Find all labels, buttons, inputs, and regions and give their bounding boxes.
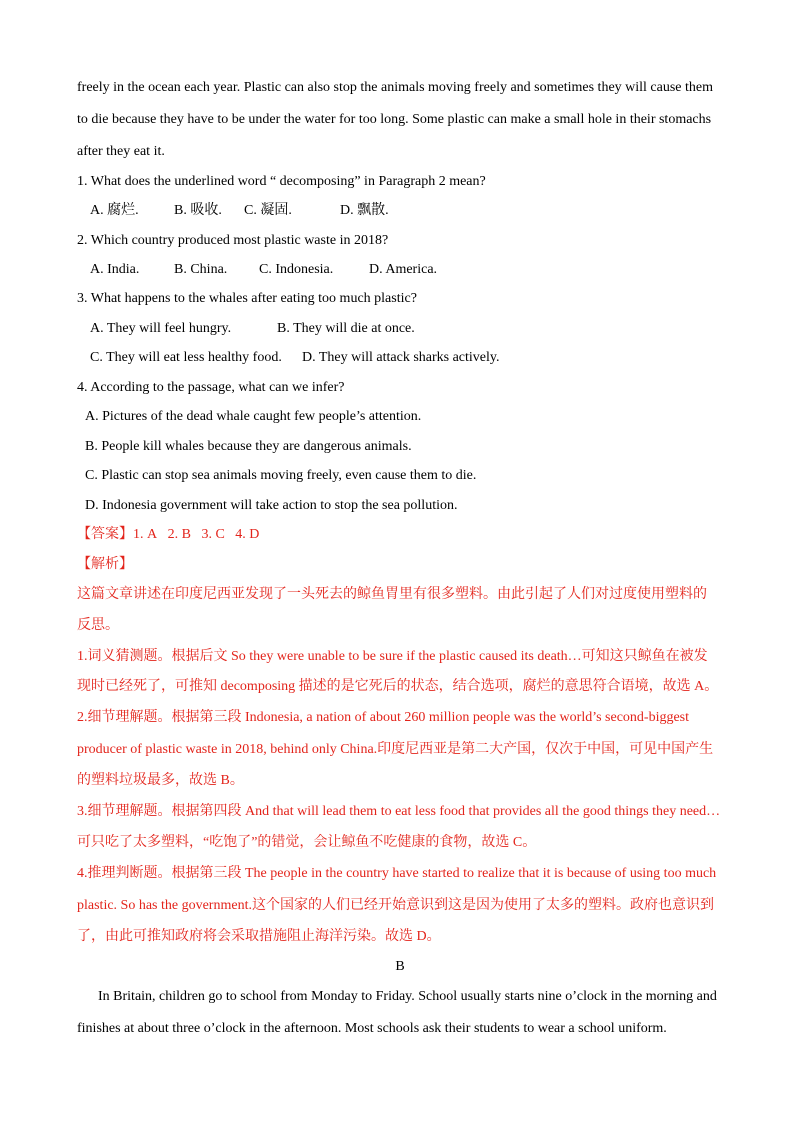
section-b-line: finishes at about three o’clock in the afternoon. Most schools ask their students to wear a school uniform. xyxy=(77,1021,667,1036)
analysis-line: 现时已经死了，可推知 decomposing 描述的是它死后的状态，结合选项，腐烂的意思符合语境，故选 A。 xyxy=(77,679,719,694)
analysis-label: 【解析】 xyxy=(77,557,133,572)
option: D. America. xyxy=(369,262,438,277)
passage-line: after they eat it. xyxy=(77,144,165,159)
question-3-option-d: D. They will attack sharks actively. xyxy=(302,350,500,365)
answer-value: 1. A 2. B 3. C 4. D xyxy=(133,527,260,542)
option: C. 凝固. xyxy=(244,203,292,218)
option: B. 吸收. xyxy=(174,203,222,218)
section-b-line: In Britain, children go to school from Monday to Friday. School usually starts nine o’clock in the morning and xyxy=(98,989,717,1004)
analysis-line: 反思。 xyxy=(77,618,119,633)
question-3-option-b: B. They will die at once. xyxy=(277,321,415,336)
question-4-option-a: A. Pictures of the dead whale caught few people’s attention. xyxy=(85,409,422,424)
option: B. China. xyxy=(174,262,228,277)
question-3-option-a: A. They will feel hungry. xyxy=(90,321,232,336)
analysis-line: 可只吃了太多塑料，“吃饱了”的错觉，会让鲸鱼不吃健康的食物，故选 C。 xyxy=(77,835,537,850)
question-4-option-c: C. Plastic can stop sea animals moving freely, even cause them to die. xyxy=(85,468,477,483)
answer-row xyxy=(77,525,259,545)
analysis-line: plastic. So has the government.这个国家的人们已经开始意识到这是因为使用了太多的塑料。政府也意识到 xyxy=(77,898,714,913)
analysis-line: 3.细节理解题。根据第四段 And that will lead them to eat less food that provides all the good things they need… xyxy=(77,804,721,819)
analysis-line: 了，由此可推知政府将会采取措施阻止海洋污染。故选 D。 xyxy=(77,929,441,944)
question-1-options xyxy=(90,201,389,221)
option: A. 腐烂. xyxy=(90,203,139,218)
section-heading: B xyxy=(395,959,405,974)
analysis-line: 的塑料垃圾最多，故选 B。 xyxy=(77,773,244,788)
analysis-line: 2.细节理解题。根据第三段 Indonesia, a nation of about 260 million people was the world’s second-biggest xyxy=(77,710,690,725)
question-4-option-b: B. People kill whales because they are dangerous animals. xyxy=(85,439,412,454)
question-4: 4. According to the passage, what can we infer? xyxy=(77,380,345,395)
analysis-line: 1.词义猜测题。根据后文 So they were unable to be sure if the plastic caused its death…可知这只鲸鱼在被发 xyxy=(77,649,708,664)
question-3: 3. What happens to the whales after eating too much plastic? xyxy=(77,291,417,306)
question-2: 2. Which country produced most plastic waste in 2018? xyxy=(77,233,389,248)
passage-line: to die because they have to be under the water for too long. Some plastic can make a small hole in their stomachs xyxy=(77,112,712,127)
analysis-line: 4.推理判断题。根据第三段 The people in the country have started to realize that it is because of using too much xyxy=(77,866,717,881)
question-2-options xyxy=(90,260,437,280)
option: C. Indonesia. xyxy=(259,262,334,277)
analysis-line: 这篇文章讲述在印度尼西亚发现了一头死去的鲸鱼胃里有很多塑料。由此引起了人们对过度使用塑料的 xyxy=(77,587,707,602)
option: D. 飘散. xyxy=(340,203,389,218)
question-1: 1. What does the underlined word “ decomposing” in Paragraph 2 mean? xyxy=(77,174,486,189)
analysis-line: producer of plastic waste in 2018, behind only China.印度尼西亚是第二大产国，仅次于中国，可见中国产生 xyxy=(77,742,714,757)
question-4-option-d: D. Indonesia government will take action to stop the sea pollution. xyxy=(85,498,458,513)
answer-label: 【答案】 xyxy=(77,527,133,542)
question-3-option-c: C. They will eat less healthy food. xyxy=(90,350,282,365)
option: A. India. xyxy=(90,262,140,277)
passage-line: freely in the ocean each year. Plastic can also stop the animals moving freely and sometimes they will cause them xyxy=(77,80,714,95)
